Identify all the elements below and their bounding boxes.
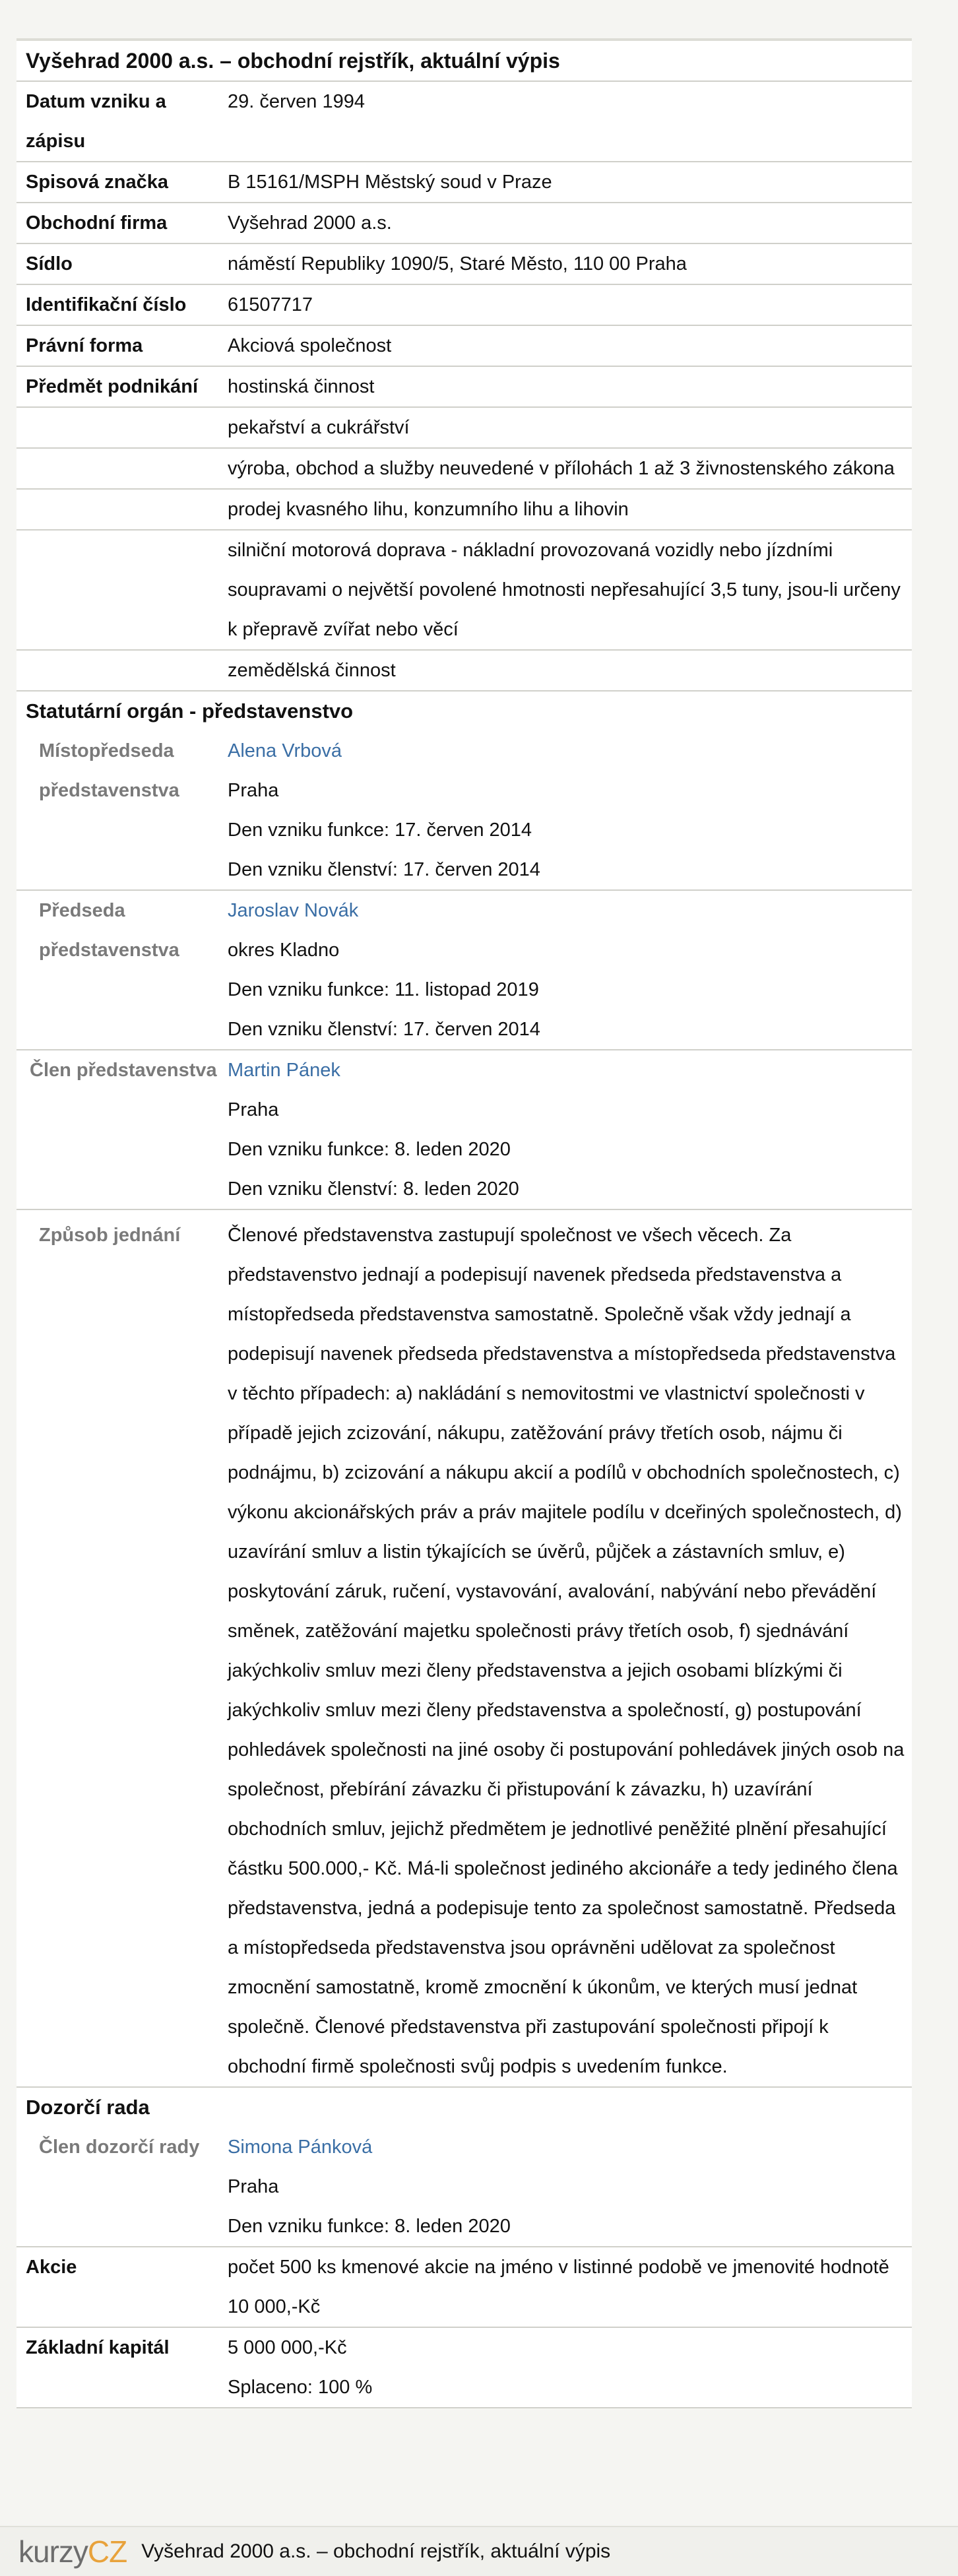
row-datum — [16, 82, 912, 162]
kurzy-logo[interactable] — [18, 2532, 127, 2571]
member-role: Člen představenstva — [30, 1060, 217, 1081]
label-spisova-znacka: Spisová značka — [26, 172, 168, 193]
logo-text-kurzy: kurzy — [18, 2534, 88, 2569]
section-dozorci-rada: Dozorčí rada — [26, 2096, 150, 2119]
footer-title: Vyšehrad 2000 a.s. – obchodní rejstřík, aktuální výpis — [141, 2540, 611, 2562]
member-function-date: Den vzniku funkce: 8. leden 2020 — [228, 1139, 511, 1160]
value-obchodni-firma: Vyšehrad 2000 a.s. — [228, 212, 392, 234]
label-sidlo: Sídlo — [26, 253, 73, 274]
member-role: Předseda představenstva — [39, 900, 179, 961]
member-row — [16, 731, 912, 891]
row-predmet-6 — [16, 651, 912, 692]
row-zakladni-kapital — [16, 2328, 912, 2408]
member-role: Místopředseda představenstva — [39, 740, 179, 801]
member-row — [16, 2127, 912, 2247]
member-role: Člen dozorčí rady — [39, 2137, 200, 2158]
row-obchodni-firma — [16, 203, 912, 244]
row-predmet-4 — [16, 490, 912, 531]
row-predmet-1 — [16, 367, 912, 408]
footer-bar — [0, 2526, 958, 2576]
member-row — [16, 1050, 912, 1210]
predmet-item: silniční motorová doprava - nákladní provozovaná vozidly nebo jízdními soupravami o největší povolené hmotnosti nepřesahující 3,5 tuny, jsou-li určeny k přepravě zvířat nebo věcí — [228, 540, 901, 640]
row-pravni-forma — [16, 326, 912, 367]
row-akcie — [16, 2247, 912, 2328]
row-ico — [16, 285, 912, 326]
value-spisova-znacka: B 15161/MSPH Městský soud v Praze — [228, 172, 552, 193]
predmet-item: výroba, obchod a služby neuvedené v přílohách 1 až 3 živnostenského zákona — [228, 458, 895, 479]
value-sidlo: náměstí Republiky 1090/5, Staré Město, 110 00 Praha — [228, 253, 687, 274]
logo-text-cz: CZ — [87, 2534, 127, 2569]
value-ico: 61507717 — [228, 294, 313, 315]
row-predmet-2 — [16, 408, 912, 449]
member-address: okres Kladno — [228, 940, 340, 961]
member-membership-date: Den vzniku členství: 17. červen 2014 — [228, 859, 540, 880]
member-membership-date: Den vzniku členství: 17. červen 2014 — [228, 1019, 540, 1040]
row-predmet-5 — [16, 531, 912, 651]
member-row — [16, 891, 912, 1050]
value-datum: 29. červen 1994 — [228, 91, 365, 112]
row-spisova-znacka — [16, 162, 912, 203]
value-zpusob-jednani: Členové představenstva zastupují společnost ve všech věcech. Za představenstvo jednají a podepisují navenek předseda představenstva a místopředseda představenstva samostatně. Společně však vždy jednají a podepisují navenek předseda představenstva a místopředseda představenstva v těchto případech: a) nakládání s nemovitostmi ve vlastnictví společnosti v případě jejich zcizování, nákupu, zatěžování právy třetích osob, nájmu či podnájmu, b) zcizování a nákupu akcií a podílů v obchodních společnostech, c) výkonu akcionářských práv a práv majitele podílu v dceřiných společnostech, d) uzavírání smluv a listin týkajících se úvěrů, půjček a zástavních smluv, e) poskytování záruk, ručení, vystavování, avalování, nabývání nebo převádění směnek, zatěžování majetku společnosti právy třetích osob, f) sjednávání jakýchkoliv smluv mezi členy představenstva a jejich osobami blízkými či jakýchkoliv smluv mezi členy představenstva a společností, g) postupování pohledávek společnosti na jiné osoby či postupování pohledávek jiných osob na společnost, přebírání závazku či přistupování k závazku, h) uzavírání obchodních smluv, jejichž předmětem je jednotlivé peněžité plnění přesahující částku 500.000,- Kč. Má-li společnost jediného akcionáře a tedy jediného člena představenstva, jedná a podepisuje tento za společnost samostatně. Předseda a místopředseda představenstva jsou oprávněni udělovat za společnost zmocnění samostatně, kromě zmocnění k úkonům, ve kterých musí jednat společně. Členové představenstva při zastupování společnosti připojí k obchodní firmě společnosti svůj podpis s uvedením funkce. — [228, 1225, 905, 2077]
member-address: Praha — [228, 2176, 279, 2197]
member-name-link[interactable]: Jaroslav Novák — [228, 900, 359, 921]
label-obchodni-firma: Obchodní firma — [26, 212, 168, 234]
value-splaceno: Splaceno: 100 % — [228, 2377, 373, 2398]
member-membership-date: Den vzniku členství: 8. leden 2020 — [228, 1178, 519, 1200]
predmet-item: pekařství a cukrářství — [228, 417, 410, 438]
page-title: Vyšehrad 2000 a.s. – obchodní rejstřík, aktuální výpis — [16, 41, 912, 82]
section-statutarni-organ: Statutární orgán - představenstvo — [26, 699, 354, 723]
label-ico: Identifikační číslo — [26, 294, 187, 315]
label-datum: Datum vzniku a zápisu — [26, 91, 166, 152]
member-function-date: Den vzniku funkce: 8. leden 2020 — [228, 2216, 511, 2237]
label-predmet: Předmět podnikání — [26, 376, 199, 397]
predmet-item: zemědělská činnost — [228, 660, 396, 681]
label-pravni-forma: Právní forma — [26, 335, 143, 356]
member-name-link[interactable]: Alena Vrbová — [228, 740, 342, 761]
member-function-date: Den vzniku funkce: 11. listopad 2019 — [228, 979, 539, 1000]
member-name-link[interactable]: Martin Pánek — [228, 1060, 340, 1081]
value-pravni-forma: Akciová společnost — [228, 335, 392, 356]
row-zpusob-jednani — [16, 1210, 912, 2088]
predmet-item: prodej kvasného lihu, konzumního lihu a lihovin — [228, 499, 629, 520]
member-address: Praha — [228, 1099, 279, 1120]
row-sidlo — [16, 244, 912, 285]
predmet-item: hostinská činnost — [228, 376, 375, 397]
member-function-date: Den vzniku funkce: 17. červen 2014 — [228, 820, 532, 841]
value-zakladni-kapital: 5 000 000,-Kč — [228, 2337, 347, 2358]
label-akcie: Akcie — [26, 2257, 77, 2278]
value-akcie: počet 500 ks kmenové akcie na jméno v listinné podobě ve jmenovité hodnotě 10 000,-Kč — [228, 2257, 889, 2317]
row-predmet-3 — [16, 449, 912, 490]
label-zpusob-jednani: Způsob jednání — [39, 1225, 181, 1246]
member-address: Praha — [228, 780, 279, 801]
label-zakladni-kapital: Základní kapitál — [26, 2337, 170, 2358]
registry-panel — [16, 38, 912, 2408]
member-name-link[interactable]: Simona Pánková — [228, 2137, 373, 2158]
